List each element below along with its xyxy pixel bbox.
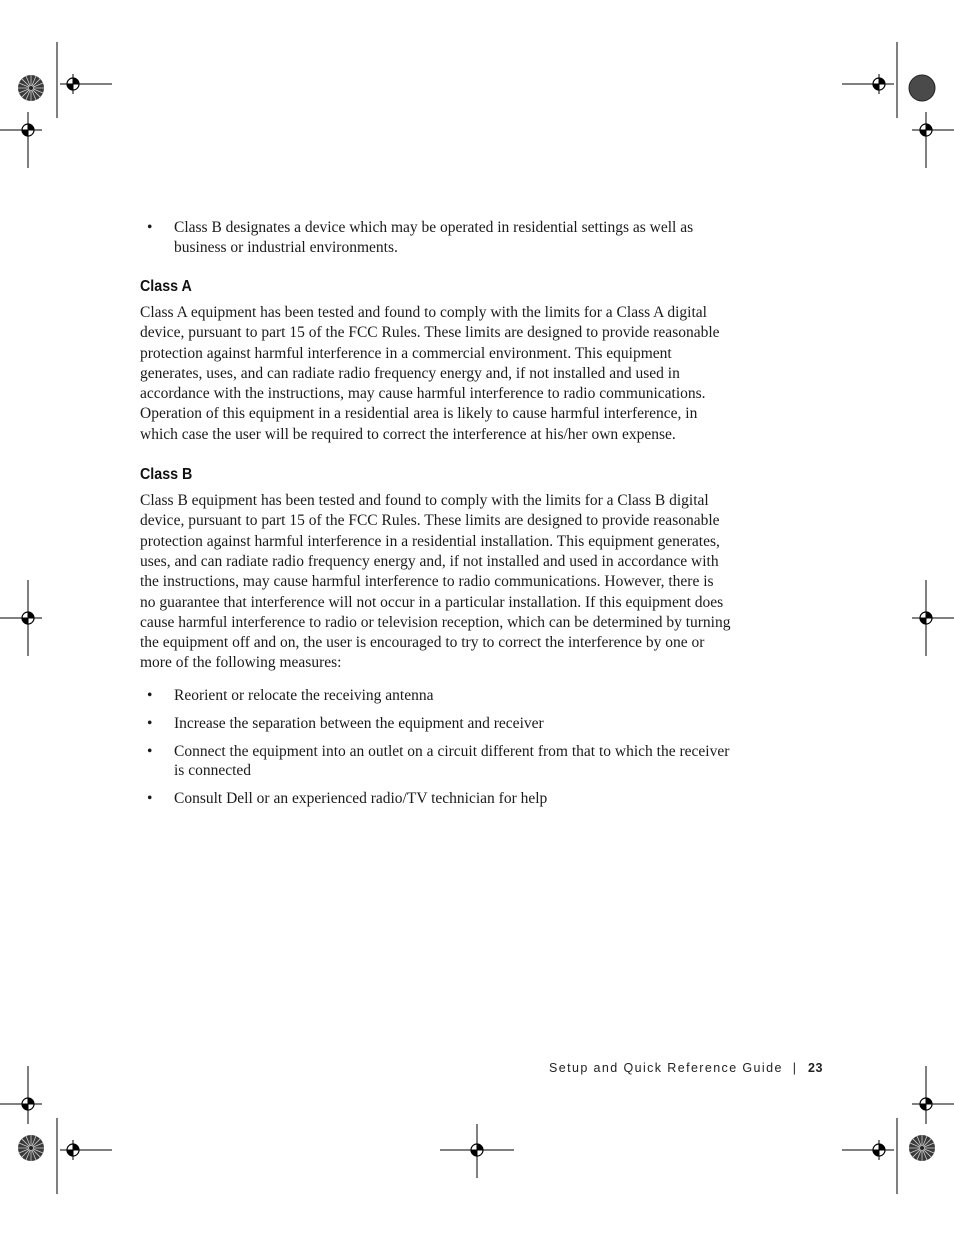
page-number: 23	[808, 1061, 823, 1075]
list-item-text: Consult Dell or an experienced radio/TV technician for help	[174, 790, 548, 808]
list-item	[140, 714, 732, 734]
footer-guide-title: Setup and Quick Reference Guide	[549, 1061, 783, 1075]
page-footer	[549, 1061, 849, 1075]
bullet-glyph: •	[147, 790, 153, 808]
list-item-text: Reorient or relocate the receiving antenna	[174, 686, 434, 704]
main-content	[140, 218, 732, 817]
measures-list	[140, 686, 732, 809]
list-item-text: Class B designates a device which may be operated in residential settings as well as business or industrial environments.	[174, 219, 694, 256]
class-a-heading: Class A	[140, 278, 192, 295]
footer-separator: |	[792, 1061, 797, 1075]
bullet-glyph: •	[147, 219, 153, 236]
bullet-glyph: •	[147, 742, 153, 760]
list-item	[140, 789, 732, 809]
top-bullet-list	[140, 218, 732, 257]
list-item	[140, 686, 732, 706]
list-item	[140, 742, 732, 781]
list-item	[140, 218, 732, 257]
list-item-text: Connect the equipment into an outlet on a circuit different from that to which the receiver is connected	[174, 742, 730, 780]
list-item-text: Increase the separation between the equipment and receiver	[174, 714, 544, 732]
class-b-heading: Class B	[140, 466, 193, 484]
bullet-glyph: •	[147, 686, 153, 704]
class-a-body: Class A equipment has been tested and found to comply with the limits for a Class A digital device, pursuant to part 15 of the FCC Rules. These limits are designed to provide reasonable protection against harmful interference in a commercial environment. This equipment generates, uses, and can radiate radio frequency energy and, if not installed and used in accordance with the instructions, may cause harmful interference to radio communications. Operation of this equipment in a residential area is likely to cause harmful interference, in which case the user will be required to correct the interference at his/her own expense.	[140, 304, 720, 443]
class-b-body: Class B equipment has been tested and found to comply with the limits for a Class B digital device, pursuant to part 15 of the FCC Rules. These limits are designed to provide reasonable protection against harmful interference in a residential installation. This equipment generates, uses, and can radiate radio frequency energy and, if not installed and used in accordance with the instructions, may cause harmful interference to radio communications. However, there is no guarantee that interference will not occur in a particular installation. If this equipment does cause harmful interference to radio or television reception, which can be determined by turning the equipment off and on, the user is encouraged to try to correct the interference by one or more of the following measures:	[140, 492, 731, 672]
bullet-glyph: •	[147, 714, 153, 732]
